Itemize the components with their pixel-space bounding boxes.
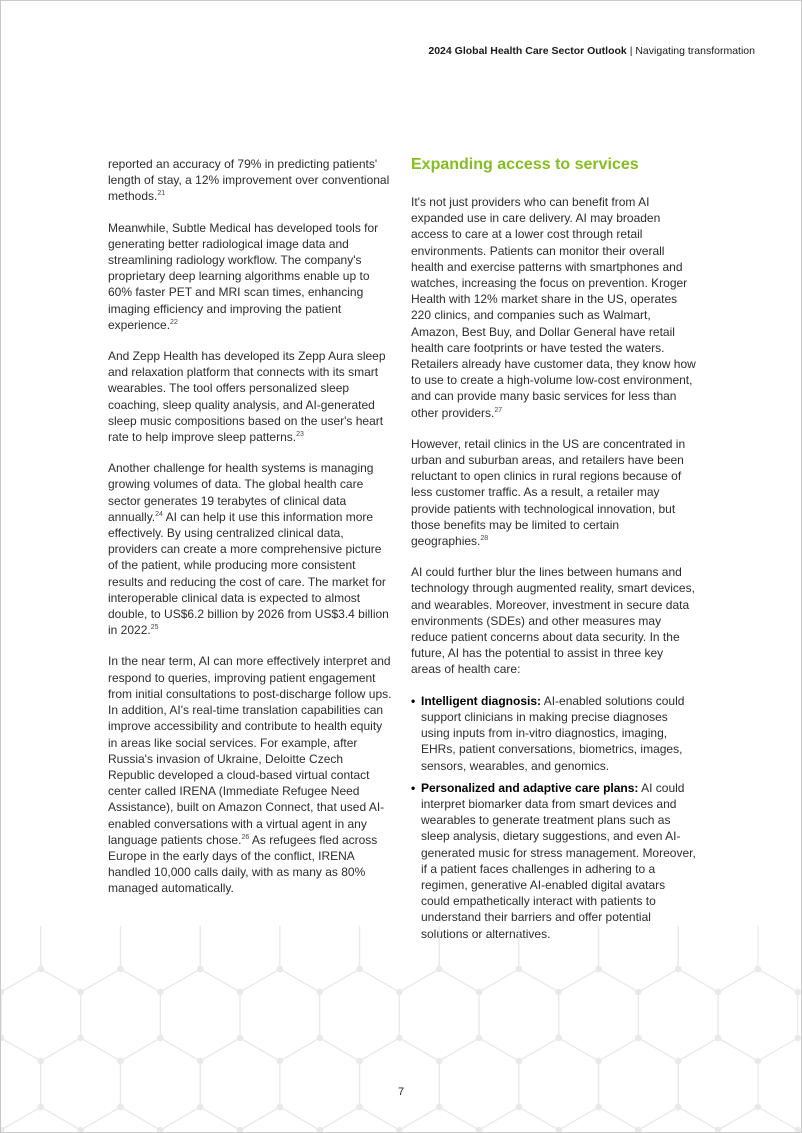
hexagon-node	[197, 966, 203, 972]
hexagon-node	[77, 1127, 83, 1132]
hexagon-cell	[678, 1038, 758, 1130]
hexagon-node	[556, 989, 562, 995]
footnote-ref: 28	[480, 535, 489, 543]
running-header	[428, 45, 755, 57]
paragraph-text: Another challenge for health systems is managing growing volumes of data. The global health care sector generates 19 terabytes of clinical data annually.	[108, 461, 374, 524]
hexagon-node	[396, 1127, 402, 1132]
hexagon-cell	[160, 969, 240, 1061]
hexagon-node	[396, 1035, 402, 1041]
paragraph	[411, 194, 696, 421]
hexagon-node	[595, 966, 601, 972]
hexagon-cell	[41, 926, 121, 992]
hexagon-node	[157, 989, 163, 995]
paragraph-text: And Zepp Health has developed its Zepp Aura sleep and relaxation platform that connects with its smart wearables. The tool offers personalized sleep coaching, sleep quality analysis, and AI-generated sleep music compositions based on the user's heart rate to help improve sleep patterns.	[108, 349, 386, 445]
hexagon-cell	[81, 969, 161, 1061]
hexagon-node	[715, 1127, 721, 1132]
hexagon-node	[755, 1058, 761, 1064]
hexagon-cell	[121, 926, 201, 992]
footnote-ref: 23	[296, 431, 304, 439]
page-number: 7	[397, 1086, 405, 1098]
hexagon-node	[396, 989, 402, 995]
hexagon-cell	[320, 1107, 400, 1132]
bullet-marker: •	[411, 693, 416, 708]
hexagon-node	[316, 1127, 322, 1132]
hexagon-node	[675, 1058, 681, 1064]
paragraph-text: AI could further blur the lines between humans and technology through augmented reality, smart devices, and wearables. Moreover, investment in secure data environments (SDEs) and other measures may reduce patient concerns about data security. In the future, AI has the potential to assist in three key areas of health care:	[411, 565, 695, 677]
hexagon-cell	[200, 926, 280, 992]
hexagon-cell	[678, 926, 758, 992]
hexagon-cell	[360, 1038, 440, 1130]
paragraph	[108, 653, 393, 896]
footnote-ref: 22	[170, 318, 178, 326]
hexagon-node	[38, 1058, 44, 1064]
hexagon-node	[197, 1058, 203, 1064]
hexagon-node	[316, 1035, 322, 1041]
hexagon-node	[436, 966, 442, 972]
paragraph-text: However, retail clinics in the US are concentrated in urban and suburban areas, and retailers have been reluctant to open clinics in rural regions because of less customer traffic. As a result, a retailer may provide patients with technological innovation, but those benefits may be limited to certain geographies.	[411, 436, 686, 549]
hexagon-node	[556, 1035, 562, 1041]
paragraph	[411, 564, 696, 677]
hexagon-node	[635, 989, 641, 995]
hexagon-node	[38, 1104, 44, 1110]
left-column	[108, 156, 393, 912]
footnote-ref: 25	[150, 624, 159, 632]
hexagon-cell	[41, 1038, 121, 1130]
hexagon-node	[237, 989, 243, 995]
hexagon-node	[795, 1035, 801, 1041]
bullet-text: AI-enabled solutions could support clinicians in making precise diagnoses using inputs from in-vitro diagnostics, imaging, EHRs, patient conversations, biometrics, images, sensors, wearables, and genomics.	[421, 693, 685, 773]
hexagon-node	[356, 1058, 362, 1064]
hexagon-node	[516, 1104, 522, 1110]
hexagon-node	[316, 989, 322, 995]
hexagon-cell	[439, 926, 519, 992]
list-item	[411, 780, 696, 942]
hexagon-node	[277, 1104, 283, 1110]
hexagon-cell	[519, 926, 599, 992]
paragraph-text: AI can help it use this information more effectively. By using centralized clinical data, providers can create a more comprehensive picture of the patient, while producing more consistent results and reducing the cost of care. The market for interoperable clinical data is expected to almost double, to US$6.2 billion by 2026 from US$3.4 billion in 2022.	[108, 509, 389, 638]
hexagon-node	[237, 1035, 243, 1041]
hexagon-node	[117, 966, 123, 972]
hexagon-node	[77, 1035, 83, 1041]
hexagon-node	[556, 1127, 562, 1132]
hexagon-node	[715, 989, 721, 995]
hexagon-node	[755, 1104, 761, 1110]
hexagon-node	[795, 989, 801, 995]
hexagon-node	[635, 1035, 641, 1041]
hexagon-node	[157, 1127, 163, 1132]
hexagon-cell	[638, 969, 718, 1061]
bullet-list	[411, 693, 696, 942]
paragraph-text: reported an accuracy of 79% in predicting patients' length of stay, a 12% improvement over conventional methods.	[108, 157, 390, 204]
hexagon-node	[1, 1127, 4, 1132]
hexagon-node	[476, 989, 482, 995]
hexagon-cell	[240, 969, 320, 1061]
hexagon-cell	[399, 1107, 479, 1132]
hexagon-node	[476, 1127, 482, 1132]
paragraph-text: In the near term, AI can more effectively interpret and respond to queries, improving patient engagement from initial consultations to post-discharge follow ups. In addition, AI's real-time translation capabilities can improve accessibility and contribute to health equity in areas like social services. For example, after Russia's invasion of Ukraine, Deloitte Czech Republic developed a cloud-based virtual contact center called IRENA (Immediate Refugee Need Assistance), built on Amazon Connect, that used AI-enabled conversations with a virtual agent in any language patients chose.	[108, 654, 392, 847]
hexagon-node	[595, 1058, 601, 1064]
paragraph	[108, 460, 393, 638]
hexagon-node	[755, 966, 761, 972]
hexagon-node	[516, 966, 522, 972]
section-heading: Expanding access to services	[411, 156, 639, 173]
list-item	[411, 693, 696, 774]
hexagon-node	[356, 966, 362, 972]
hexagon-node	[197, 1104, 203, 1110]
hexagon-cell	[638, 1107, 718, 1132]
bullet-marker: •	[411, 780, 416, 795]
hexagon-cell	[1, 1038, 41, 1130]
footnote-ref: 26	[241, 833, 250, 841]
hexagon-node	[117, 1104, 123, 1110]
paragraph-text: It's not just providers who can benefit from AI expanded use in care delivery. AI may broaden access to care at a lower cost through retail environments. Patients can monitor their overall health and exercise patterns with smartphones and watches, increasing the focus on prevention. Kroger Health with 12% market share in the US, operates 220 clinics, and companies such as Walmart, Amazon, Best Buy, and Dollar General have retail health care footprints or have tested the waters. Retailers already have customer data, they know how to use to create a high-volume low-cost environment, and can provide many basic services for less than other providers.	[411, 195, 696, 420]
hexagon-cell	[718, 969, 798, 1061]
hexagon-node	[436, 1104, 442, 1110]
hexagon-node	[675, 966, 681, 972]
bullet-term: Personalized and adaptive care plans:	[421, 780, 639, 795]
hexagon-cell	[160, 1107, 240, 1132]
footnote-ref: 24	[155, 510, 163, 518]
hexagon-cell	[1, 1107, 81, 1132]
right-column	[411, 156, 696, 948]
hexagon-cell	[718, 1107, 798, 1132]
hexagon-cell	[399, 969, 479, 1061]
hexagon-node	[277, 966, 283, 972]
hexagon-node	[356, 1104, 362, 1110]
footnote-ref: 27	[494, 406, 503, 414]
hexagon-node	[635, 1127, 641, 1132]
header-subtitle: Navigating transformation	[635, 45, 755, 57]
hexagon-cell	[320, 969, 400, 1061]
hexagon-node	[77, 989, 83, 995]
hexagon-node	[117, 1058, 123, 1064]
header-separator: |	[626, 45, 636, 57]
hexagon-cell	[1, 969, 81, 1061]
hexagon-cell	[200, 1038, 280, 1130]
hexagon-cell	[599, 1038, 679, 1130]
hexagon-node	[237, 1127, 243, 1132]
paragraph	[411, 436, 696, 549]
header-title: 2024 Global Health Care Sector Outlook	[428, 45, 627, 57]
hexagon-node	[476, 1035, 482, 1041]
footnote-ref: 21	[157, 190, 166, 198]
hexagon-cell	[121, 1038, 201, 1130]
hexagon-node	[38, 966, 44, 972]
hexagon-cell	[360, 926, 440, 992]
hexagon-node	[715, 1035, 721, 1041]
hexagon-node	[436, 1058, 442, 1064]
hexagon-cell	[240, 1107, 320, 1132]
paragraph-text: As refugees fled across Europe in the early days of the conflict, IRENA handled 10,000 calls daily, with as many as 80% managed automatically.	[108, 832, 378, 896]
hexagon-cell	[280, 1038, 360, 1130]
hexagon-pattern-decoration	[1, 926, 801, 1132]
hexagon-node	[595, 1104, 601, 1110]
hexagon-node	[795, 1127, 801, 1132]
hexagon-cell	[599, 926, 679, 992]
paragraph	[108, 220, 393, 333]
hexagon-node	[516, 1058, 522, 1064]
hexagon-node	[157, 1035, 163, 1041]
paragraph	[108, 348, 393, 445]
hexagon-node	[675, 1104, 681, 1110]
hexagon-cell	[81, 1107, 161, 1132]
bullet-text: AI could interpret biomarker data from smart devices and wearables to generate treatment plans such as sleep analysis, dietary suggestions, and even AI-generated music for stress management. Moreover, if a patient faces challenges in adhering to a regimen, generative AI-enabled digital avatars could empathetically interact with patients to understand their barriers and offer potential solutions or alternatives.	[421, 780, 696, 941]
paragraph	[108, 156, 393, 205]
hexagon-node	[277, 1058, 283, 1064]
hexagon-cell	[479, 969, 559, 1061]
hexagon-cell	[280, 926, 360, 992]
hexagon-cell	[559, 1107, 639, 1132]
hexagon-cell	[559, 969, 639, 1061]
hexagon-cell	[439, 1038, 519, 1130]
hexagon-cell	[479, 1107, 559, 1132]
hexagon-cell	[1, 926, 41, 992]
hexagon-cell	[519, 1038, 599, 1130]
bullet-term: Intelligent diagnosis:	[421, 693, 542, 708]
paragraph-text: Meanwhile, Subtle Medical has developed tools for generating better radiological image data and streamlining radiology workflow. The company's proprietary deep learning algorithms enable up to 60% faster PET and MRI scan times, enhancing imaging efficiency and improving the patient experience.	[108, 220, 379, 332]
